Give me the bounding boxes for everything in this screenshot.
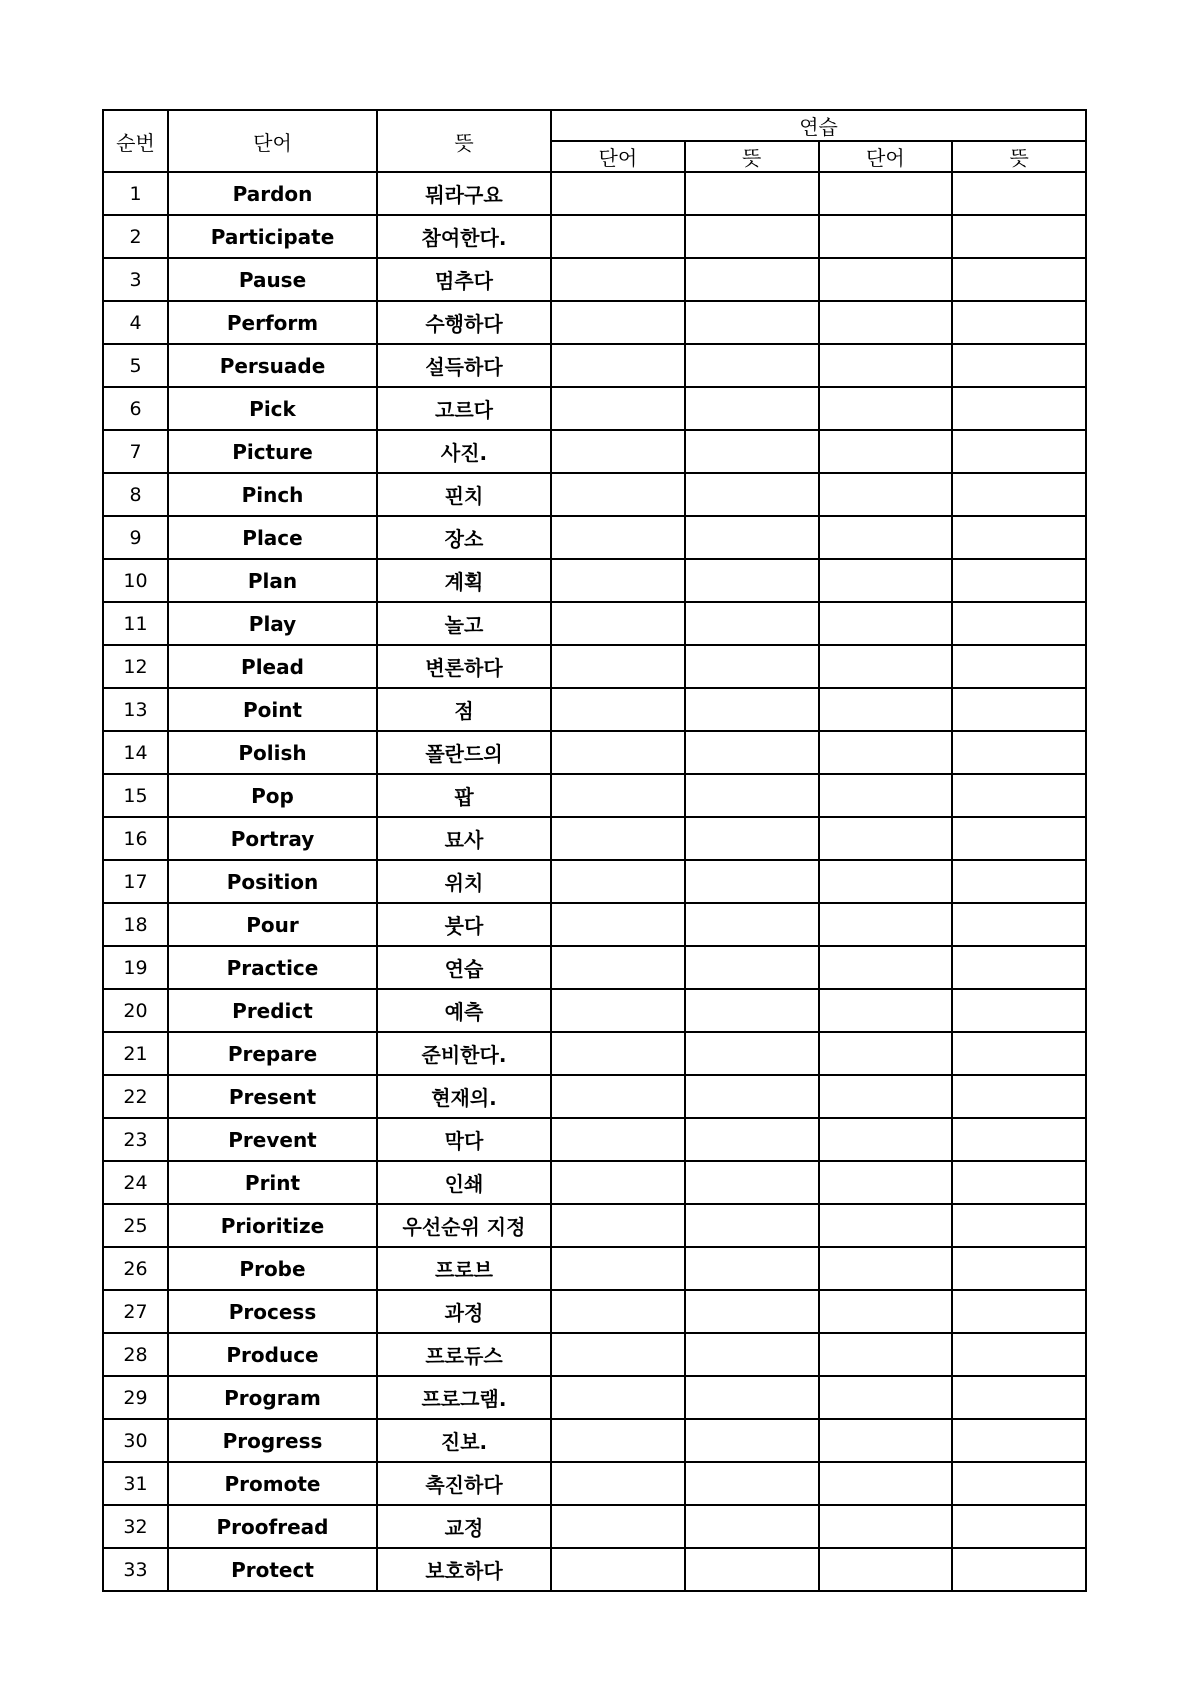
practice-word-cell-2[interactable] — [819, 1462, 953, 1505]
row-word: Pour — [168, 903, 377, 946]
header-word: 단어 — [168, 110, 377, 172]
practice-word-cell-1[interactable] — [551, 1075, 685, 1118]
row-number: 7 — [103, 430, 168, 473]
row-meaning: 연습 — [377, 946, 551, 989]
row-word: Point — [168, 688, 377, 731]
table-row — [103, 344, 1086, 387]
practice-meaning-cell-1[interactable] — [685, 1118, 819, 1161]
practice-word-cell-2[interactable] — [819, 301, 953, 344]
row-meaning: 변론하다 — [377, 645, 551, 688]
practice-meaning-cell-2[interactable] — [952, 215, 1086, 258]
row-meaning: 참여한다. — [377, 215, 551, 258]
practice-meaning-cell-2[interactable] — [952, 301, 1086, 344]
row-meaning: 뭐라구요 — [377, 172, 551, 215]
row-word: Probe — [168, 1247, 377, 1290]
row-meaning: 사진. — [377, 430, 551, 473]
row-meaning: 팝 — [377, 774, 551, 817]
practice-meaning-cell-1[interactable] — [685, 1548, 819, 1591]
practice-meaning-cell-2[interactable] — [952, 1290, 1086, 1333]
practice-meaning-cell-2[interactable] — [952, 989, 1086, 1032]
row-meaning: 프로브 — [377, 1247, 551, 1290]
table-row — [103, 860, 1086, 903]
practice-meaning-cell-1[interactable] — [685, 1290, 819, 1333]
row-number: 5 — [103, 344, 168, 387]
practice-meaning-cell-1[interactable] — [685, 1204, 819, 1247]
table-row — [103, 473, 1086, 516]
row-meaning: 인쇄 — [377, 1161, 551, 1204]
practice-word-cell-2[interactable] — [819, 344, 953, 387]
practice-word-cell-1[interactable] — [551, 1032, 685, 1075]
practice-word-cell-1[interactable] — [551, 1505, 685, 1548]
practice-meaning-cell-2[interactable] — [952, 731, 1086, 774]
practice-meaning-cell-2[interactable] — [952, 774, 1086, 817]
vocabulary-table — [102, 109, 1087, 1592]
practice-word-cell-1[interactable] — [551, 344, 685, 387]
practice-meaning-cell-1[interactable] — [685, 989, 819, 1032]
practice-meaning-cell-1[interactable] — [685, 1247, 819, 1290]
practice-meaning-cell-2[interactable] — [952, 258, 1086, 301]
table-row — [103, 1548, 1086, 1591]
row-meaning: 붓다 — [377, 903, 551, 946]
row-number: 27 — [103, 1290, 168, 1333]
table-row — [103, 1204, 1086, 1247]
row-number: 33 — [103, 1548, 168, 1591]
practice-word-cell-2[interactable] — [819, 1376, 953, 1419]
table-row — [103, 172, 1086, 215]
row-meaning: 멈추다 — [377, 258, 551, 301]
table-row — [103, 645, 1086, 688]
table-row — [103, 1333, 1086, 1376]
row-meaning: 폴란드의 — [377, 731, 551, 774]
table-row — [103, 1419, 1086, 1462]
row-word: Promote — [168, 1462, 377, 1505]
practice-word-cell-2[interactable] — [819, 172, 953, 215]
row-number: 32 — [103, 1505, 168, 1548]
row-number: 19 — [103, 946, 168, 989]
table-row — [103, 774, 1086, 817]
practice-word-cell-2[interactable] — [819, 1118, 953, 1161]
row-word: Pick — [168, 387, 377, 430]
header-practice-meaning-1: 뜻 — [685, 141, 819, 172]
practice-word-cell-1[interactable] — [551, 602, 685, 645]
row-word: Play — [168, 602, 377, 645]
header-meaning: 뜻 — [377, 110, 551, 172]
row-number: 14 — [103, 731, 168, 774]
practice-word-cell-1[interactable] — [551, 559, 685, 602]
row-number: 26 — [103, 1247, 168, 1290]
practice-meaning-cell-1[interactable] — [685, 1505, 819, 1548]
row-number: 2 — [103, 215, 168, 258]
practice-word-cell-1[interactable] — [551, 774, 685, 817]
practice-word-cell-1[interactable] — [551, 301, 685, 344]
practice-word-cell-1[interactable] — [551, 258, 685, 301]
practice-meaning-cell-2[interactable] — [952, 1333, 1086, 1376]
practice-word-cell-1[interactable] — [551, 1247, 685, 1290]
practice-meaning-cell-2[interactable] — [952, 946, 1086, 989]
row-word: Prevent — [168, 1118, 377, 1161]
row-meaning: 계획 — [377, 559, 551, 602]
table-row — [103, 602, 1086, 645]
table-row — [103, 903, 1086, 946]
row-meaning: 장소 — [377, 516, 551, 559]
practice-meaning-cell-2[interactable] — [952, 516, 1086, 559]
practice-meaning-cell-2[interactable] — [952, 1075, 1086, 1118]
practice-meaning-cell-2[interactable] — [952, 387, 1086, 430]
practice-word-cell-2[interactable] — [819, 1419, 953, 1462]
practice-meaning-cell-1[interactable] — [685, 688, 819, 731]
row-number: 30 — [103, 1419, 168, 1462]
practice-word-cell-2[interactable] — [819, 1075, 953, 1118]
row-meaning: 점 — [377, 688, 551, 731]
practice-word-cell-2[interactable] — [819, 258, 953, 301]
table-row — [103, 1376, 1086, 1419]
table-row — [103, 1505, 1086, 1548]
practice-word-cell-2[interactable] — [819, 1204, 953, 1247]
practice-meaning-cell-2[interactable] — [952, 1032, 1086, 1075]
practice-word-cell-1[interactable] — [551, 1118, 685, 1161]
row-word: Progress — [168, 1419, 377, 1462]
row-meaning: 고르다 — [377, 387, 551, 430]
practice-meaning-cell-1[interactable] — [685, 344, 819, 387]
practice-meaning-cell-1[interactable] — [685, 473, 819, 516]
table-row — [103, 731, 1086, 774]
practice-word-cell-1[interactable] — [551, 1204, 685, 1247]
row-word: Print — [168, 1161, 377, 1204]
row-word: Pop — [168, 774, 377, 817]
row-number: 18 — [103, 903, 168, 946]
practice-word-cell-2[interactable] — [819, 1548, 953, 1591]
practice-word-cell-1[interactable] — [551, 946, 685, 989]
row-number: 28 — [103, 1333, 168, 1376]
row-number: 10 — [103, 559, 168, 602]
header-practice-word-1: 단어 — [551, 141, 685, 172]
practice-word-cell-1[interactable] — [551, 215, 685, 258]
row-number: 4 — [103, 301, 168, 344]
practice-meaning-cell-1[interactable] — [685, 903, 819, 946]
practice-word-cell-2[interactable] — [819, 602, 953, 645]
practice-word-cell-2[interactable] — [819, 774, 953, 817]
practice-meaning-cell-1[interactable] — [685, 602, 819, 645]
table-row — [103, 817, 1086, 860]
row-meaning: 수행하다 — [377, 301, 551, 344]
practice-meaning-cell-2[interactable] — [952, 172, 1086, 215]
row-number: 17 — [103, 860, 168, 903]
practice-word-cell-2[interactable] — [819, 387, 953, 430]
practice-word-cell-1[interactable] — [551, 645, 685, 688]
practice-word-cell-2[interactable] — [819, 989, 953, 1032]
practice-meaning-cell-1[interactable] — [685, 1333, 819, 1376]
table-row — [103, 989, 1086, 1032]
row-word: Portray — [168, 817, 377, 860]
row-number: 21 — [103, 1032, 168, 1075]
table-row — [103, 430, 1086, 473]
practice-meaning-cell-2[interactable] — [952, 1247, 1086, 1290]
row-meaning: 프로그램. — [377, 1376, 551, 1419]
table-row — [103, 215, 1086, 258]
practice-word-cell-2[interactable] — [819, 1290, 953, 1333]
practice-meaning-cell-1[interactable] — [685, 387, 819, 430]
practice-word-cell-2[interactable] — [819, 903, 953, 946]
table-row — [103, 258, 1086, 301]
row-number: 25 — [103, 1204, 168, 1247]
practice-meaning-cell-2[interactable] — [952, 1161, 1086, 1204]
table-row — [103, 1161, 1086, 1204]
practice-meaning-cell-1[interactable] — [685, 215, 819, 258]
practice-meaning-cell-1[interactable] — [685, 1032, 819, 1075]
row-word: Plead — [168, 645, 377, 688]
practice-word-cell-1[interactable] — [551, 1290, 685, 1333]
row-meaning: 과정 — [377, 1290, 551, 1333]
row-meaning: 현재의. — [377, 1075, 551, 1118]
practice-word-cell-1[interactable] — [551, 1161, 685, 1204]
practice-meaning-cell-2[interactable] — [952, 903, 1086, 946]
practice-word-cell-2[interactable] — [819, 731, 953, 774]
row-word: Pause — [168, 258, 377, 301]
practice-meaning-cell-1[interactable] — [685, 430, 819, 473]
row-meaning: 위치 — [377, 860, 551, 903]
practice-word-cell-2[interactable] — [819, 860, 953, 903]
practice-word-cell-1[interactable] — [551, 172, 685, 215]
row-word: Picture — [168, 430, 377, 473]
practice-word-cell-2[interactable] — [819, 215, 953, 258]
row-word: Predict — [168, 989, 377, 1032]
practice-meaning-cell-2[interactable] — [952, 473, 1086, 516]
practice-meaning-cell-1[interactable] — [685, 645, 819, 688]
practice-meaning-cell-1[interactable] — [685, 1161, 819, 1204]
practice-word-cell-1[interactable] — [551, 817, 685, 860]
table-row — [103, 1118, 1086, 1161]
row-meaning: 설득하다 — [377, 344, 551, 387]
practice-meaning-cell-1[interactable] — [685, 1075, 819, 1118]
practice-word-cell-2[interactable] — [819, 817, 953, 860]
practice-meaning-cell-1[interactable] — [685, 258, 819, 301]
practice-meaning-cell-2[interactable] — [952, 1462, 1086, 1505]
row-word: Prepare — [168, 1032, 377, 1075]
row-word: Place — [168, 516, 377, 559]
practice-meaning-cell-2[interactable] — [952, 1505, 1086, 1548]
row-number: 24 — [103, 1161, 168, 1204]
practice-meaning-cell-2[interactable] — [952, 1419, 1086, 1462]
practice-meaning-cell-2[interactable] — [952, 602, 1086, 645]
row-word: Polish — [168, 731, 377, 774]
row-meaning: 막다 — [377, 1118, 551, 1161]
practice-word-cell-1[interactable] — [551, 430, 685, 473]
practice-word-cell-1[interactable] — [551, 1462, 685, 1505]
practice-word-cell-1[interactable] — [551, 1419, 685, 1462]
table-row — [103, 387, 1086, 430]
practice-meaning-cell-2[interactable] — [952, 1118, 1086, 1161]
row-number: 15 — [103, 774, 168, 817]
row-word: Program — [168, 1376, 377, 1419]
row-number: 16 — [103, 817, 168, 860]
row-meaning: 묘사 — [377, 817, 551, 860]
practice-word-cell-2[interactable] — [819, 1505, 953, 1548]
practice-word-cell-2[interactable] — [819, 1032, 953, 1075]
row-word: Proofread — [168, 1505, 377, 1548]
header-practice-word-2: 단어 — [819, 141, 953, 172]
practice-meaning-cell-1[interactable] — [685, 1419, 819, 1462]
row-meaning: 보호하다 — [377, 1548, 551, 1591]
table-row — [103, 946, 1086, 989]
row-number: 8 — [103, 473, 168, 516]
practice-meaning-cell-2[interactable] — [952, 817, 1086, 860]
row-meaning: 진보. — [377, 1419, 551, 1462]
row-meaning: 예측 — [377, 989, 551, 1032]
practice-meaning-cell-1[interactable] — [685, 817, 819, 860]
practice-word-cell-2[interactable] — [819, 516, 953, 559]
practice-word-cell-1[interactable] — [551, 989, 685, 1032]
row-number: 6 — [103, 387, 168, 430]
practice-meaning-cell-2[interactable] — [952, 1548, 1086, 1591]
practice-word-cell-1[interactable] — [551, 731, 685, 774]
practice-word-cell-1[interactable] — [551, 516, 685, 559]
practice-meaning-cell-2[interactable] — [952, 645, 1086, 688]
practice-word-cell-1[interactable] — [551, 387, 685, 430]
practice-meaning-cell-2[interactable] — [952, 344, 1086, 387]
table-row — [103, 301, 1086, 344]
row-number: 12 — [103, 645, 168, 688]
practice-meaning-cell-1[interactable] — [685, 1376, 819, 1419]
table-row — [103, 516, 1086, 559]
row-word: Persuade — [168, 344, 377, 387]
practice-word-cell-2[interactable] — [819, 473, 953, 516]
row-number: 22 — [103, 1075, 168, 1118]
practice-word-cell-2[interactable] — [819, 645, 953, 688]
practice-word-cell-1[interactable] — [551, 473, 685, 516]
table-row — [103, 1247, 1086, 1290]
table-row — [103, 559, 1086, 602]
row-word: Practice — [168, 946, 377, 989]
row-word: Perform — [168, 301, 377, 344]
practice-meaning-cell-1[interactable] — [685, 860, 819, 903]
row-word: Produce — [168, 1333, 377, 1376]
row-number: 23 — [103, 1118, 168, 1161]
header-practice: 연습 — [551, 110, 1086, 141]
practice-word-cell-1[interactable] — [551, 1376, 685, 1419]
row-meaning: 준비한다. — [377, 1032, 551, 1075]
practice-word-cell-1[interactable] — [551, 860, 685, 903]
header-num: 순번 — [103, 110, 168, 172]
table-row — [103, 1462, 1086, 1505]
practice-meaning-cell-1[interactable] — [685, 946, 819, 989]
table-body — [103, 172, 1086, 1591]
practice-word-cell-2[interactable] — [819, 688, 953, 731]
row-number: 31 — [103, 1462, 168, 1505]
row-word: Participate — [168, 215, 377, 258]
practice-meaning-cell-2[interactable] — [952, 430, 1086, 473]
practice-meaning-cell-1[interactable] — [685, 559, 819, 602]
practice-meaning-cell-2[interactable] — [952, 1204, 1086, 1247]
row-meaning: 놀고 — [377, 602, 551, 645]
table-row — [103, 1075, 1086, 1118]
row-word: Prioritize — [168, 1204, 377, 1247]
table-row — [103, 1032, 1086, 1075]
row-meaning: 프로듀스 — [377, 1333, 551, 1376]
row-word: Pardon — [168, 172, 377, 215]
row-number: 11 — [103, 602, 168, 645]
practice-meaning-cell-1[interactable] — [685, 301, 819, 344]
practice-meaning-cell-2[interactable] — [952, 1376, 1086, 1419]
row-word: Plan — [168, 559, 377, 602]
practice-word-cell-1[interactable] — [551, 1333, 685, 1376]
practice-meaning-cell-1[interactable] — [685, 172, 819, 215]
practice-word-cell-1[interactable] — [551, 1548, 685, 1591]
row-number: 20 — [103, 989, 168, 1032]
row-word: Position — [168, 860, 377, 903]
practice-meaning-cell-1[interactable] — [685, 731, 819, 774]
practice-meaning-cell-2[interactable] — [952, 860, 1086, 903]
practice-word-cell-2[interactable] — [819, 430, 953, 473]
row-number: 13 — [103, 688, 168, 731]
practice-word-cell-2[interactable] — [819, 559, 953, 602]
practice-word-cell-2[interactable] — [819, 1333, 953, 1376]
practice-meaning-cell-2[interactable] — [952, 559, 1086, 602]
row-meaning: 핀치 — [377, 473, 551, 516]
row-word: Protect — [168, 1548, 377, 1591]
practice-word-cell-1[interactable] — [551, 903, 685, 946]
practice-meaning-cell-1[interactable] — [685, 1462, 819, 1505]
table-row — [103, 1290, 1086, 1333]
row-meaning: 교정 — [377, 1505, 551, 1548]
practice-meaning-cell-1[interactable] — [685, 774, 819, 817]
row-word: Pinch — [168, 473, 377, 516]
practice-word-cell-2[interactable] — [819, 946, 953, 989]
practice-meaning-cell-1[interactable] — [685, 516, 819, 559]
row-number: 1 — [103, 172, 168, 215]
practice-word-cell-1[interactable] — [551, 688, 685, 731]
row-number: 3 — [103, 258, 168, 301]
table-header — [103, 110, 1086, 172]
header-practice-meaning-2: 뜻 — [952, 141, 1086, 172]
row-number: 9 — [103, 516, 168, 559]
row-number: 29 — [103, 1376, 168, 1419]
row-word: Present — [168, 1075, 377, 1118]
row-meaning: 우선순위 지정 — [377, 1204, 551, 1247]
row-meaning: 촉진하다 — [377, 1462, 551, 1505]
practice-word-cell-2[interactable] — [819, 1161, 953, 1204]
row-word: Process — [168, 1290, 377, 1333]
practice-word-cell-2[interactable] — [819, 1247, 953, 1290]
practice-meaning-cell-2[interactable] — [952, 688, 1086, 731]
table-row — [103, 688, 1086, 731]
